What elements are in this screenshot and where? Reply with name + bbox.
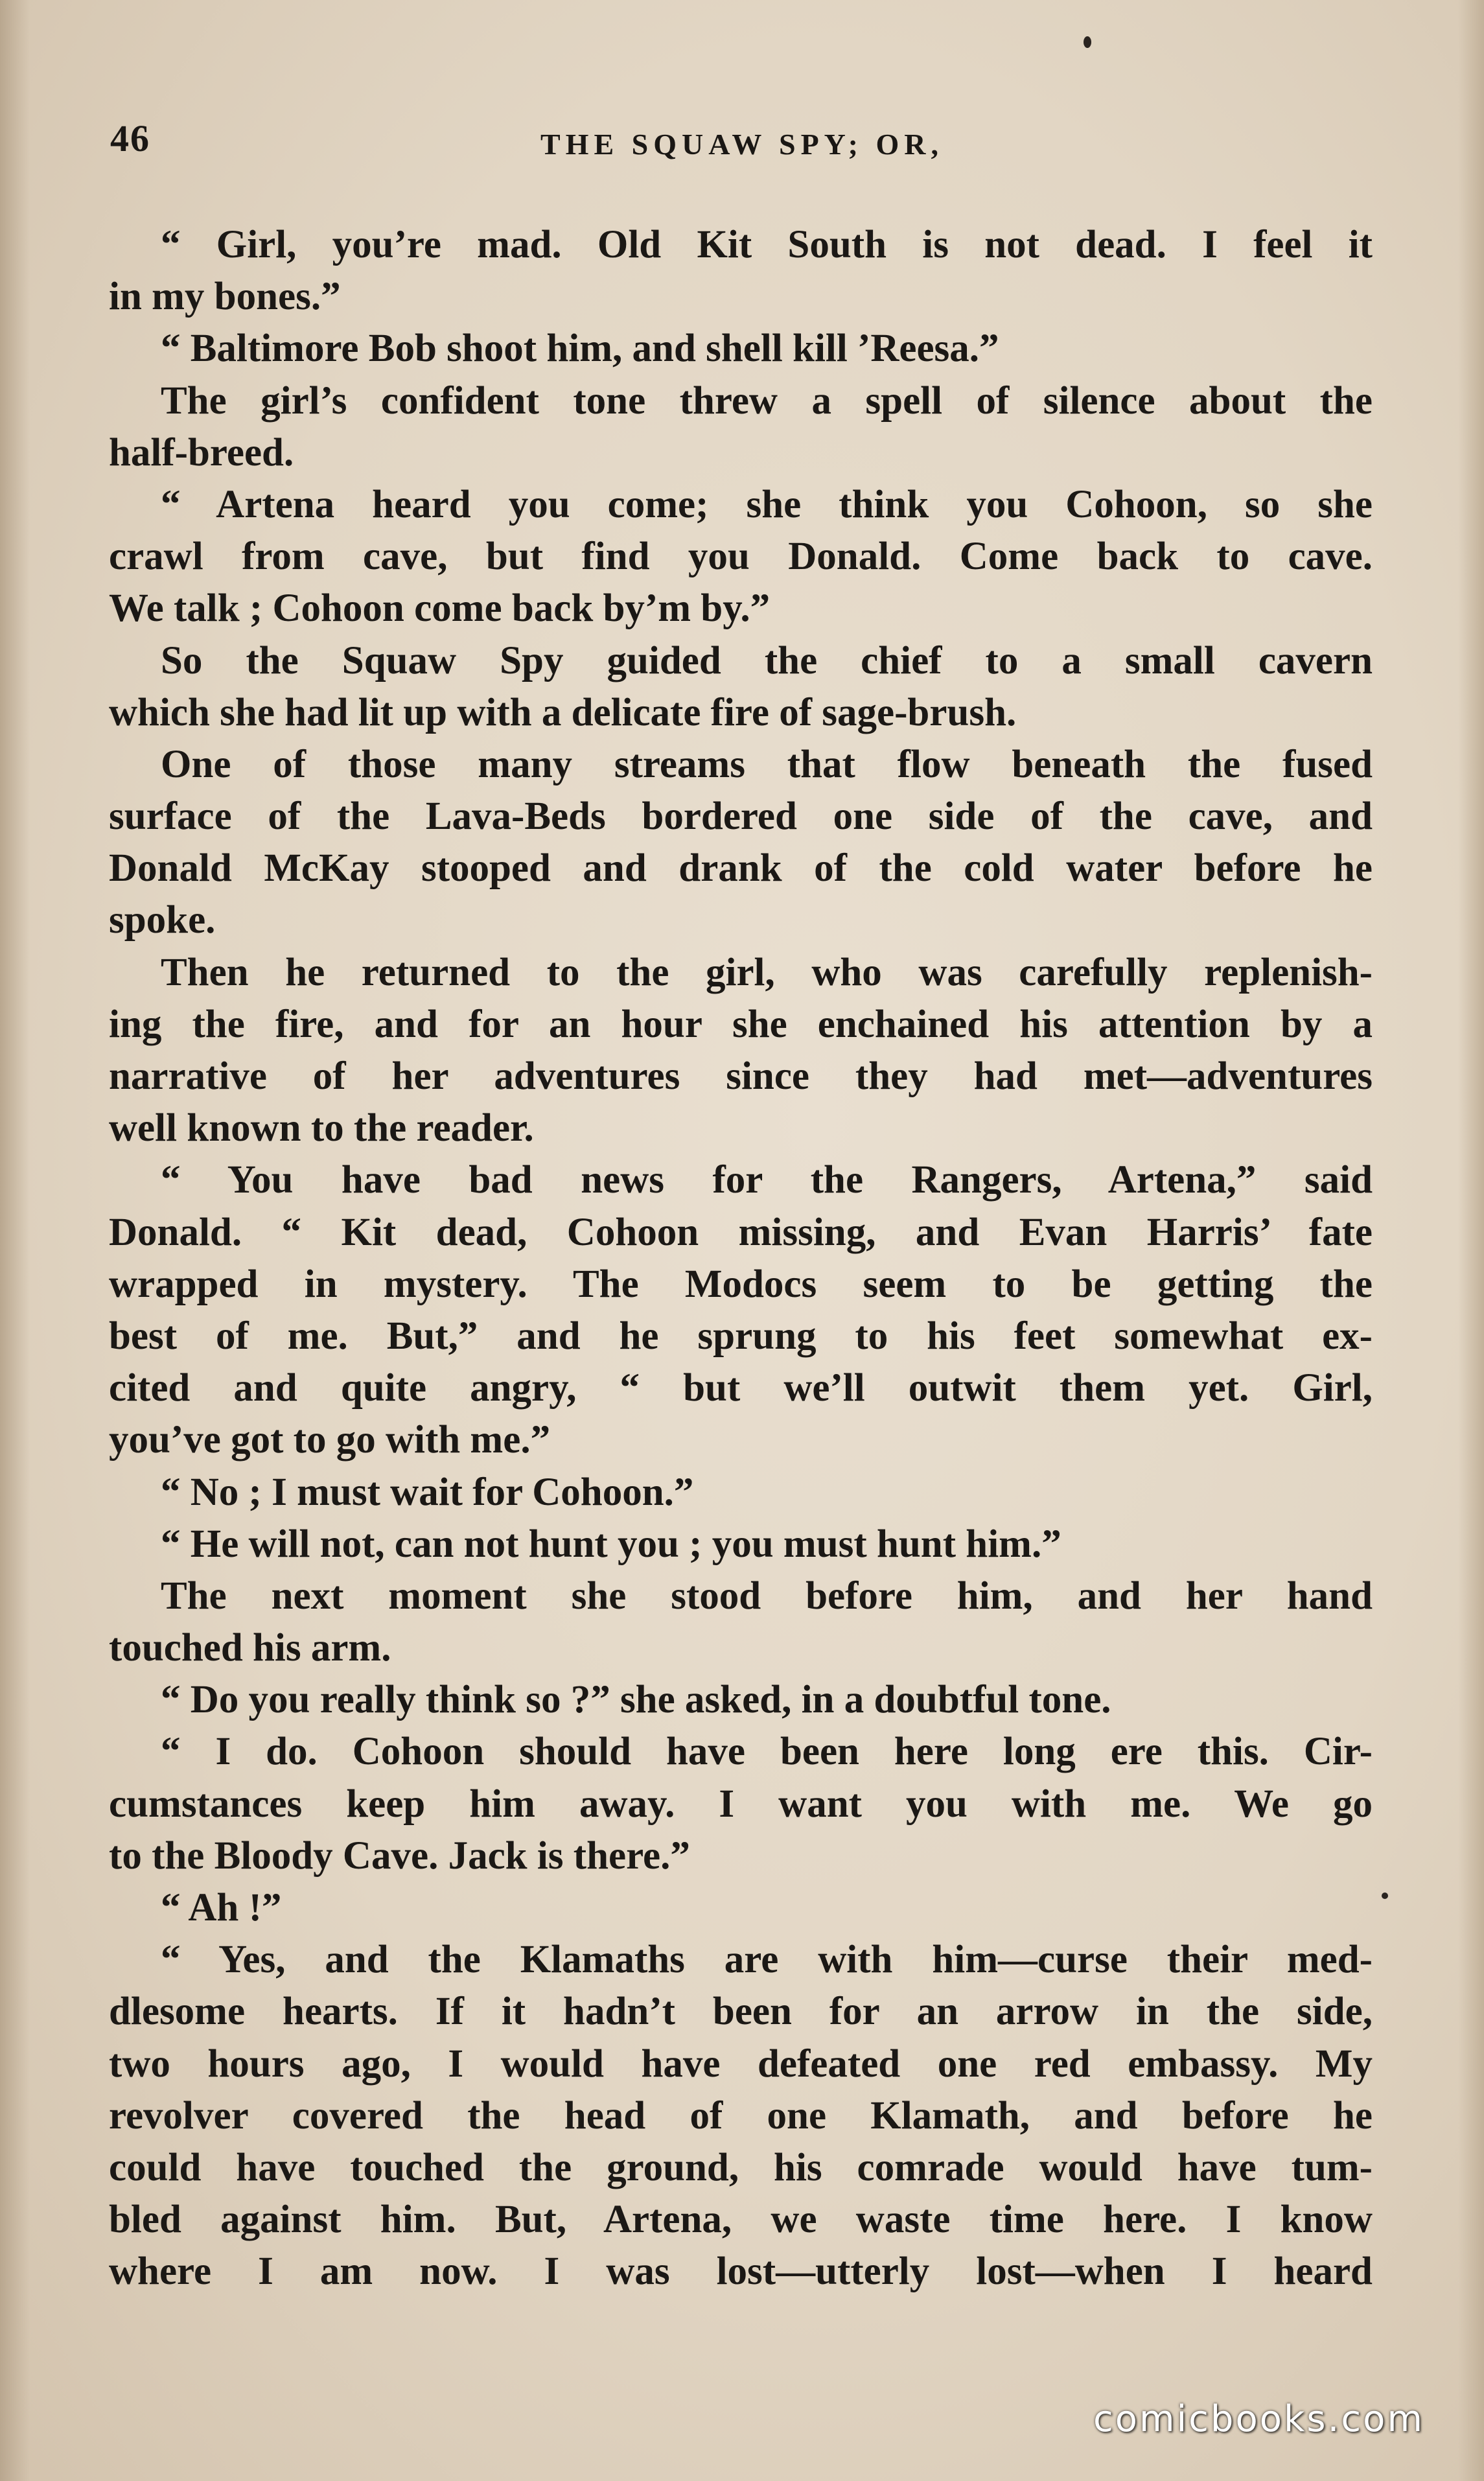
text-line: in my bones.” [109,275,341,319]
running-head [110,117,1374,175]
text-line: you’ve got to go with me.” [109,1418,551,1462]
text-line: spoke. [109,898,216,942]
text-line: “ Do you really think so ?” she asked, in a doubtful tone. [161,1678,1111,1722]
text-line: “ Yes, and the Klamaths are with him—curse their med- [161,1938,1373,1982]
text-line: revolver covered the head of one Klamath, and before he [109,2093,1373,2137]
text-line: “ You have bad news for the Rangers, Artena,” said [161,1158,1373,1202]
text-line: “ I do. Cohoon should have been here long ere this. Cir- [161,1730,1373,1774]
text-line: We talk ; Cohoon come back by’m by.” [109,587,771,631]
text-line: So the Squaw Spy guided the chief to a small cavern [161,638,1373,682]
text-line: “ Ah !” [161,1886,282,1929]
ink-speck [1382,1893,1388,1899]
ink-speck [1084,36,1091,48]
running-title: THE SQUAW SPY; OR, [540,128,944,161]
text-line: touched his arm. [109,1626,391,1670]
page-shadow-right [1458,0,1484,2481]
watermark: comicbooks.com [1093,2398,1424,2440]
text-line: best of me. But,” and he sprung to his feet somewhat ex- [109,1314,1373,1358]
text-line: narrative of her adventures since they had met—adventures [109,1054,1373,1098]
text-line: which she had lit up with a delicate fire of sage-brush. [109,690,1017,734]
text-line: crawl from cave, but find you Donald. Come back to cave. [109,535,1373,579]
text-line: Donald McKay stooped and drank of the cold water before he [109,846,1373,891]
text-line: could have touched the ground, his comrade would have tum- [109,2145,1373,2189]
text-line: One of those many streams that flow beneath the fused [161,742,1373,786]
text-line: surface of the Lava-Beds bordered one side of the cave, and [109,795,1373,839]
text-line: wrapped in mystery. The Modocs seem to be getting the [109,1262,1373,1306]
text-line: well known to the reader. [109,1106,534,1150]
text-line: half-breed. [109,430,294,474]
page-body-text [109,219,1373,2298]
page-number: 46 [110,117,150,159]
page-shadow-left [0,0,30,2481]
text-line: ing the fire, and for an hour she enchained his attention by a [109,1002,1373,1046]
text-line: The girl’s confident tone threw a spell of silence about the [161,379,1373,423]
text-line: The next moment she stood before him, and her hand [161,1574,1373,1618]
text-line: Then he returned to the girl, who was carefully replenish- [161,950,1373,994]
text-line: two hours ago, I would have defeated one red embassy. My [109,2042,1373,2086]
text-line: “ He will not, can not hunt you ; you must hunt him.” [161,1522,1061,1566]
text-line: cited and quite angry, “ but we’ll outwit them yet. Girl, [109,1366,1373,1410]
text-line: bled against him. But, Artena, we waste time here. I know [109,2198,1373,2242]
text-line: cumstances keep him away. I want you with me. We go [109,1782,1373,1826]
text-line: “ No ; I must wait for Cohoon.” [161,1470,694,1514]
text-line: Donald. “ Kit dead, Cohoon missing, and Evan Harris’ fate [109,1210,1373,1254]
text-line: dlesome hearts. If it hadn’t been for an arrow in the side, [109,1990,1373,2034]
text-line: where I am now. I was lost—utterly lost—when I heard [109,2250,1373,2294]
text-line: “ Artena heard you come; she think you Cohoon, so she [161,482,1373,526]
text-line: “ Girl, you’re mad. Old Kit South is not dead. I feel it [161,223,1373,266]
text-line: to the Bloody Cave. Jack is there.” [109,1834,690,1878]
text-line: “ Baltimore Bob shoot him, and shell kill ’Reesa.” [161,327,999,371]
